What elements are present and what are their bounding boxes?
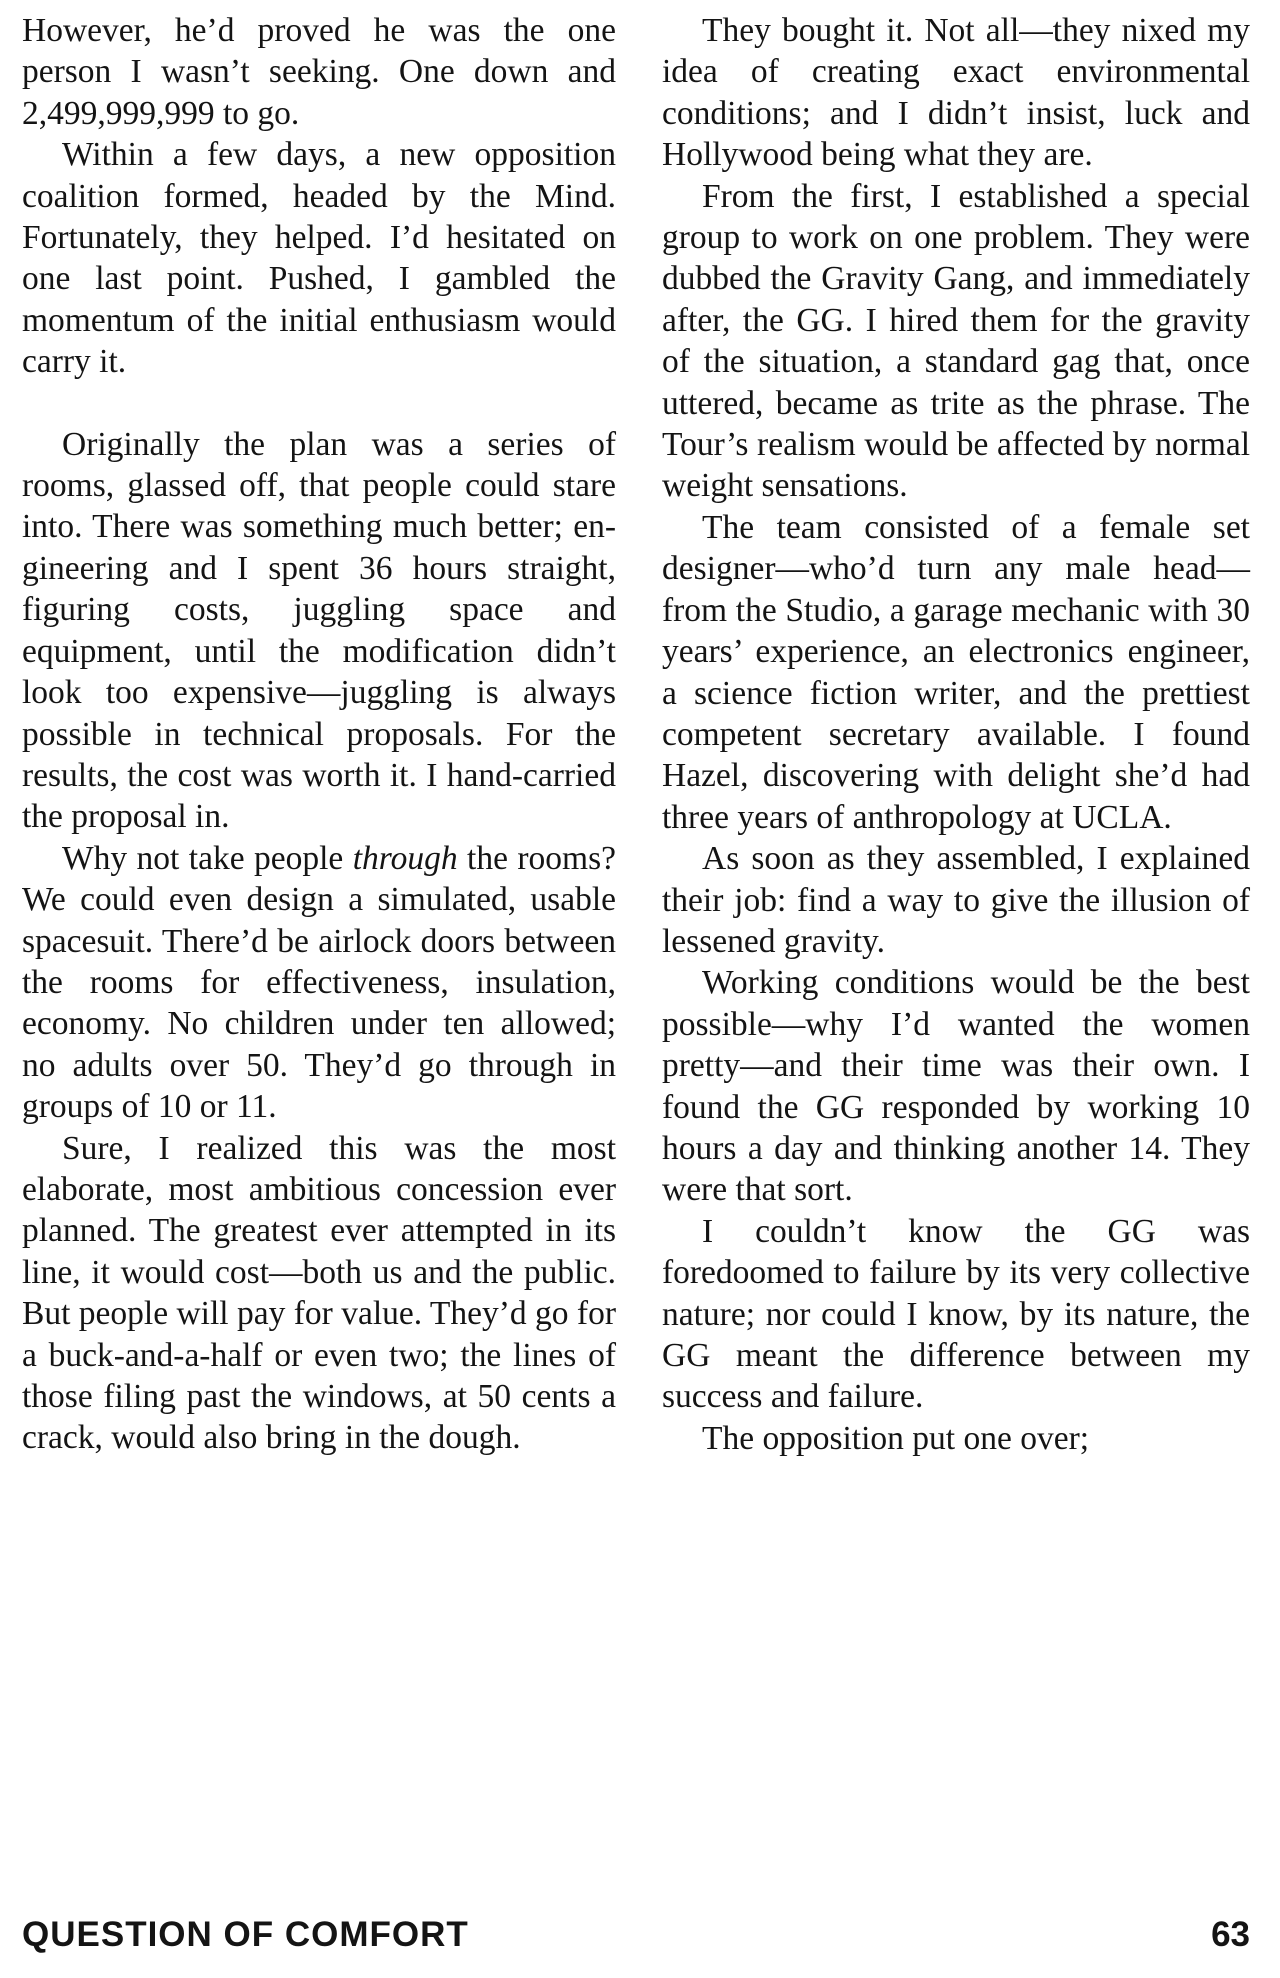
paragraph-after-section-break: Originally the plan was a series of rooms, glassed off, that people could stare into. There was something much better; engineering and I spent 36 hours straight, figuring costs, juggling space and equipment, until the modification didn’t look too expensive—juggling is always possible in technical proposals. For the results, the cost was worth it. I hand-carried the proposal in.	[22, 425, 616, 836]
paragraph-text: the rooms? We could even design a simulated, usable spacesuit. There’d be airlock doors between the rooms for effectiveness, insulation, economy. No children under ten allowed; no adults over 50. They’d go through in groups of 10 or 11.	[22, 839, 616, 1126]
paragraph: From the first, I established a special group to work on one problem. They were dubbed the Gravity Gang, and immediately after, the GG. I hired them for the gravity of the situation, a standard gag that, once uttered, became as trite as the phrase. The Tour’s realism would be affected by normal weight sensations.	[662, 177, 1250, 505]
paragraph: The opposition put one over;	[702, 1419, 1090, 1457]
paragraph: They bought it. Not all—they nixed my idea of creating exact environmental conditions; and I didn’t insist, luck and Hollywood being what they are.	[662, 12, 1250, 174]
right-text-column	[662, 10, 1250, 1459]
paragraph: However, he’d proved he was the one person I wasn’t seeking. One down and 2,499,999,999 to go.	[22, 12, 616, 132]
emphasized-word: through	[352, 839, 458, 877]
page-number: 63	[1211, 1915, 1250, 1954]
paragraph: Within a few days, a new opposition coalition formed, headed by the Mind. Fortunately, they helped. I’d hesitated on one last point. Pushed, I gambled the momentum of the initial enthusiasm would carry it.	[22, 136, 616, 381]
paragraph: The team consisted of a female set designer—who’d turn any male head—from the Studio, a garage mechanic with 30 years’ experience, an electronics engineer, a science fiction writer, and the prettiest competent secretary available. I found Hazel, discovering with delight she’d had three years of anthropology at UCLA.	[662, 508, 1250, 836]
paragraph-with-emphasis	[22, 838, 616, 1128]
paragraph: I couldn’t know the GG was foredoomed to failure by its very collective nature; nor could I know, by its nature, the GG meant the difference between my success and failure.	[662, 1212, 1250, 1416]
left-text-column	[22, 10, 616, 1459]
page-footer	[22, 1915, 1250, 1961]
paragraph: Sure, I realized this was the most elaborate, most ambitious concession ever planned. The greatest ever attempted in its line, it would cost—both us and the public. But people will pay for value. They’d go for a buck-and-a-half or even two; the lines of those filing past the windows, at 50 cents a crack, would also bring in the dough.	[22, 1129, 616, 1457]
running-title: QUESTION OF COMFORT	[22, 1915, 469, 1954]
paragraph: As soon as they assembled, I explained their job: find a way to give the illusion of lessened gravity.	[662, 840, 1250, 960]
paragraph-text: Why not take people	[62, 839, 353, 877]
paragraph: Working conditions would be the best possible—why I’d wanted the women pretty—and their time was their own. I found the GG responded by working 10 hours a day and thinking another 14. They were that sort.	[662, 964, 1250, 1209]
